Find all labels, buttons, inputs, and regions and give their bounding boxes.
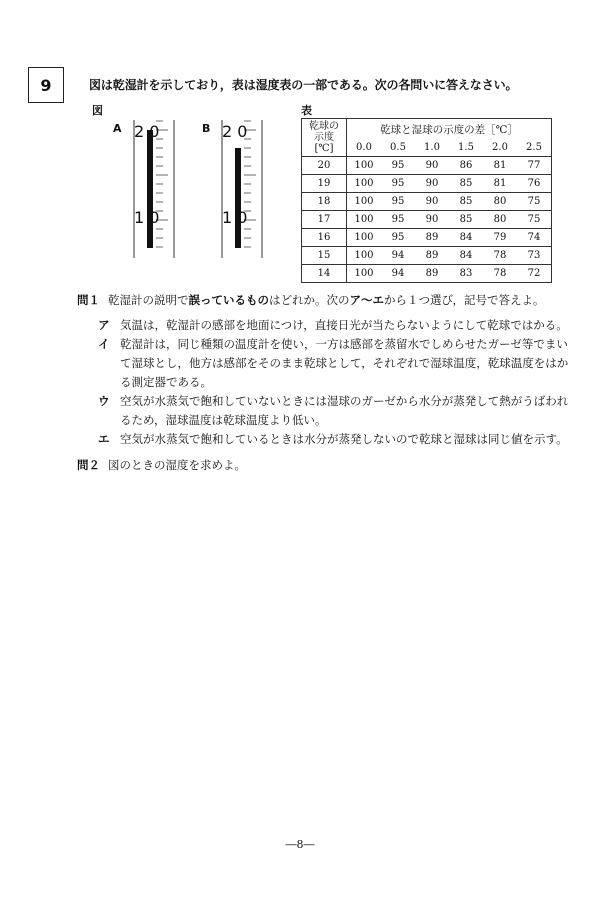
question-1-text-c: から１つ選び，記号で答えよ。 <box>384 293 545 307</box>
question-intro: 図は乾湿計を示しており，表は湿度表の一部である。次の各問いに答えなさい。 <box>89 78 518 92</box>
humidity-cell: 100 <box>347 157 382 175</box>
option-i-label: イ <box>98 337 110 351</box>
option-u <box>98 392 570 430</box>
humidity-cell: 95 <box>381 157 415 175</box>
humidity-cell: 95 <box>381 211 415 229</box>
option-e-text: 空気が水蒸気で飽和しているときは水分が蒸発しないので乾球と湿球は同じ値を示す。 <box>120 432 568 446</box>
humidity-cell: 95 <box>381 175 415 193</box>
humidity-cell: 86 <box>449 157 483 175</box>
diff-header: 0.5 <box>390 142 406 153</box>
humidity-cell: 83 <box>449 265 483 283</box>
diff-header: 2.0 <box>492 142 508 153</box>
table-row <box>302 211 552 229</box>
option-u-label: ウ <box>98 394 110 408</box>
humidity-cell: 78 <box>483 247 517 265</box>
humidity-cell: 75 <box>517 193 552 211</box>
humidity-cell: 100 <box>347 247 382 265</box>
humidity-cell: 80 <box>483 193 517 211</box>
humidity-table <box>301 118 552 283</box>
header-line: 乾球の <box>309 121 339 132</box>
dry-bulb-cell: 15 <box>302 247 347 265</box>
page-number: ―8― <box>285 838 315 851</box>
humidity-cell: 90 <box>415 211 449 229</box>
thermometer-a-label: A <box>113 122 122 135</box>
question-number: 9 <box>28 67 64 103</box>
humidity-cell: 81 <box>483 175 517 193</box>
humidity-cell: 72 <box>517 265 552 283</box>
humidity-cell: 85 <box>449 175 483 193</box>
thermometer-b-bottom-mark: 1 0 <box>222 208 248 227</box>
thermometer-b-top-mark: 2 0 <box>222 122 248 141</box>
humidity-cell: 94 <box>381 265 415 283</box>
table-label: 表 <box>301 104 312 117</box>
humidity-cell: 85 <box>449 211 483 229</box>
humidity-cell: 74 <box>517 229 552 247</box>
humidity-cell: 89 <box>415 229 449 247</box>
humidity-cell: 80 <box>483 211 517 229</box>
humidity-cell: 100 <box>347 193 382 211</box>
thermometer-b <box>218 120 266 260</box>
question-1-label: 問１ <box>77 293 100 307</box>
option-i-text: 乾湿計は，同じ種類の温度計を使い，一方は感部を蒸留水でしめらせたガーゼ等でまいて湿球とし，他方は感部をそのまま乾球として，それぞれで湿球温度，乾球温度をはかる測定器である。 <box>120 337 569 389</box>
table-row <box>302 193 552 211</box>
question-1-emphasis: 誤っているもの <box>188 293 269 307</box>
thermometer-a-liquid <box>147 130 153 248</box>
option-e <box>98 430 570 449</box>
figure-label: 図 <box>92 104 103 117</box>
thermometer-b-label: B <box>202 122 211 135</box>
humidity-cell: 100 <box>347 265 382 283</box>
option-a-text: 気温は，乾湿計の感部を地面につけ，直接日光が当たらないようにして乾球ではかる。 <box>120 318 568 332</box>
humidity-cell: 79 <box>483 229 517 247</box>
question-2-label: 問２ <box>77 458 100 472</box>
table-row <box>302 265 552 283</box>
humidity-cell: 85 <box>449 193 483 211</box>
question-2 <box>77 457 246 473</box>
humidity-cell: 84 <box>449 247 483 265</box>
humidity-cell: 81 <box>483 157 517 175</box>
diff-header: 1.5 <box>458 142 474 153</box>
option-u-text: 空気が水蒸気で飽和していないときには湿球のガーゼから水分が蒸発して熱がうばわれるため，湿球温度は乾球温度より低い。 <box>120 394 569 427</box>
table-row <box>302 157 552 175</box>
humidity-cell: 75 <box>517 211 552 229</box>
option-e-label: エ <box>98 432 110 446</box>
option-a <box>98 316 570 335</box>
humidity-cell: 100 <box>347 211 382 229</box>
table-row <box>302 175 552 193</box>
dry-bulb-cell: 14 <box>302 265 347 283</box>
humidity-cell: 100 <box>347 175 382 193</box>
humidity-cell: 89 <box>415 247 449 265</box>
diff-header: 0.0 <box>347 139 382 157</box>
humidity-cell: 84 <box>449 229 483 247</box>
humidity-cell: 89 <box>415 265 449 283</box>
humidity-cell: 78 <box>483 265 517 283</box>
dry-bulb-cell: 18 <box>302 193 347 211</box>
table-header-difference: 乾球と湿球の示度の差［℃］ <box>347 119 552 140</box>
option-a-label: ア <box>98 318 110 332</box>
question-1-text-b: はどれか。次の <box>269 293 350 307</box>
header-line: [℃] <box>314 143 334 154</box>
diff-header: 2.5 <box>517 139 552 157</box>
option-i <box>98 335 570 392</box>
humidity-cell: 95 <box>381 229 415 247</box>
humidity-cell: 73 <box>517 247 552 265</box>
humidity-cell: 77 <box>517 157 552 175</box>
thermometer-a-svg <box>130 120 178 260</box>
dry-bulb-cell: 16 <box>302 229 347 247</box>
header-line: 示度 <box>314 132 334 143</box>
diff-header: 1.0 <box>424 142 440 153</box>
dry-bulb-cell: 19 <box>302 175 347 193</box>
thermometer-a-top-mark: 2 0 <box>134 122 160 141</box>
table-row <box>302 229 552 247</box>
question-1 <box>77 292 545 308</box>
table-header-dry-bulb <box>302 119 347 157</box>
humidity-cell: 100 <box>347 229 382 247</box>
humidity-cell: 94 <box>381 247 415 265</box>
thermometer-a <box>130 120 178 260</box>
humidity-cell: 90 <box>415 175 449 193</box>
humidity-cell: 90 <box>415 193 449 211</box>
question-2-text: 図のときの湿度を求めよ。 <box>108 458 246 472</box>
humidity-cell: 95 <box>381 193 415 211</box>
dry-bulb-cell: 17 <box>302 211 347 229</box>
question-1-text-a: 乾湿計の説明で <box>108 293 189 307</box>
dry-bulb-cell: 20 <box>302 157 347 175</box>
thermometer-a-bottom-mark: 1 0 <box>134 208 160 227</box>
humidity-cell: 76 <box>517 175 552 193</box>
humidity-cell: 90 <box>415 157 449 175</box>
thermometer-b-liquid <box>235 148 241 248</box>
thermometer-b-svg <box>218 120 266 260</box>
question-1-choices: ア～エ <box>349 293 384 307</box>
table-row <box>302 247 552 265</box>
